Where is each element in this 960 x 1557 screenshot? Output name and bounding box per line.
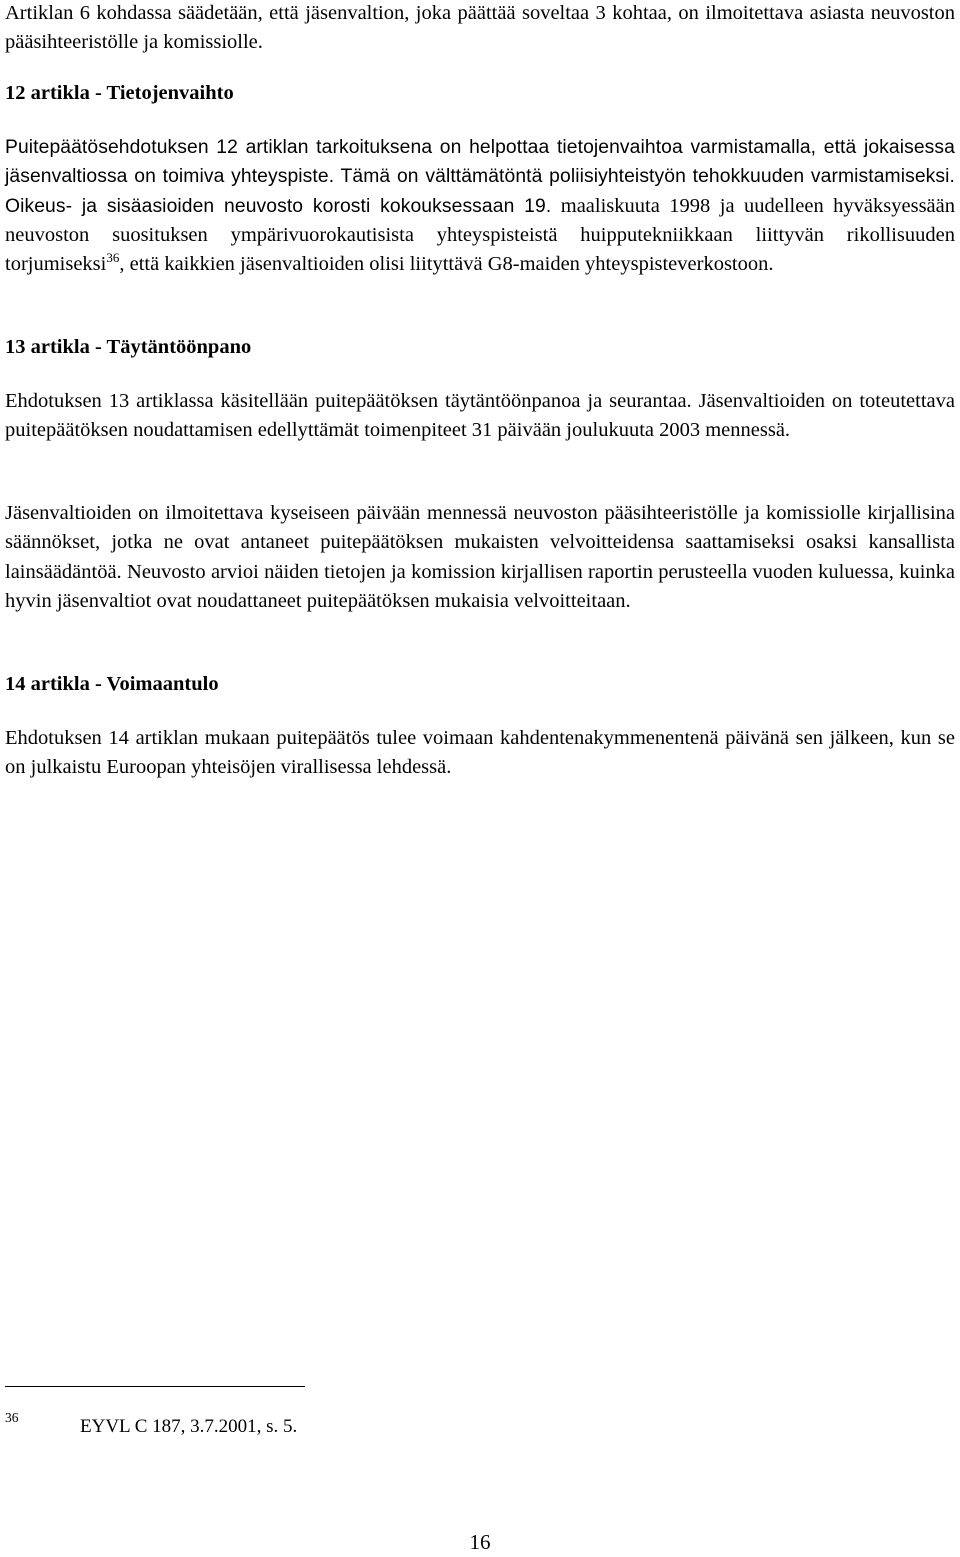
article-12-paragraph (5, 133, 955, 279)
intro-paragraph: Artiklan 6 kohdassa säädetään, että jäsenvaltion, joka päättää soveltaa 3 kohtaa, on ilmoitettava asiasta neuvoston pääsihteeristölle ja komissiolle. (5, 2, 955, 54)
footnote-reference: 36 (106, 250, 120, 266)
article-13-heading: 13 artikla - Täytäntöönpano (5, 336, 252, 358)
article-12-text-part2: maaliskuuta 1998 ja uudelleen hyväksyessään neuvoston suosituksen ympärivuorokautisista yhteyspisteistä huipputekniikkaan liittyvän rikollisuuden torjumiseksi (5, 194, 955, 276)
footnote-number: 36 (5, 1410, 19, 1425)
article-13-paragraph-1: Ehdotuksen 13 artiklassa käsitellään puitepäätöksen täytäntöönpanoa ja seurantaa. Jäsenvaltioiden on toteutettava puitepäätöksen noudattamisen edellyttämät toimenpiteet 31 päivään joulukuuta 2003 mennessä. (5, 390, 955, 442)
page-number: 16 (469, 1530, 491, 1554)
article-12-heading: 12 artikla - Tietojenvaihto (5, 82, 234, 104)
article-14-paragraph: Ehdotuksen 14 artiklan mukaan puitepäätös tulee voimaan kahdentenakymmenentenä päivänä sen jälkeen, kun se on julkaistu Euroopan yhteisöjen virallisessa lehdessä. (5, 727, 955, 779)
article-14-heading: 14 artikla - Voimaantulo (5, 673, 219, 695)
article-13-paragraph-2: Jäsenvaltioiden on ilmoitettava kyseiseen päivään mennessä neuvoston pääsihteeristölle ja komissiolle kirjallisina säännökset, jotka ne ovat antaneet puitepäätöksen mukaisten velvoitteidensa saattamiseksi osaksi kansallista lainsäädäntöä. Neuvosto arvioi näiden tietojen ja komission kirjallisen raportin perusteella vuoden kuluessa, kuinka hyvin jäsenvaltiot ovat noudattaneet puitepäätöksen mukaisia velvoitteitaan. (5, 502, 955, 612)
footnote-text: EYVL C 187, 3.7.2001, s. 5. (80, 1416, 298, 1437)
article-12-text-part3: , että kaikkien jäsenvaltioiden olisi liityttävä G8-maiden yhteyspisteverkostoon. (119, 253, 774, 276)
article-12-text-part1: Puitepäätösehdotuksen 12 artiklan tarkoituksena on helpottaa tietojenvaihtoa varmistamalla, että jokaisessa jäsenvaltiossa on toimiva yhteyspiste. Tämä on välttämätöntä poliisiyhteistyön tehokkuuden varmistamiseksi. Oikeus- ja sisäasioiden neuvosto korosti kokouksessaan 19. (5, 137, 955, 217)
footnote-separator (5, 1386, 305, 1387)
